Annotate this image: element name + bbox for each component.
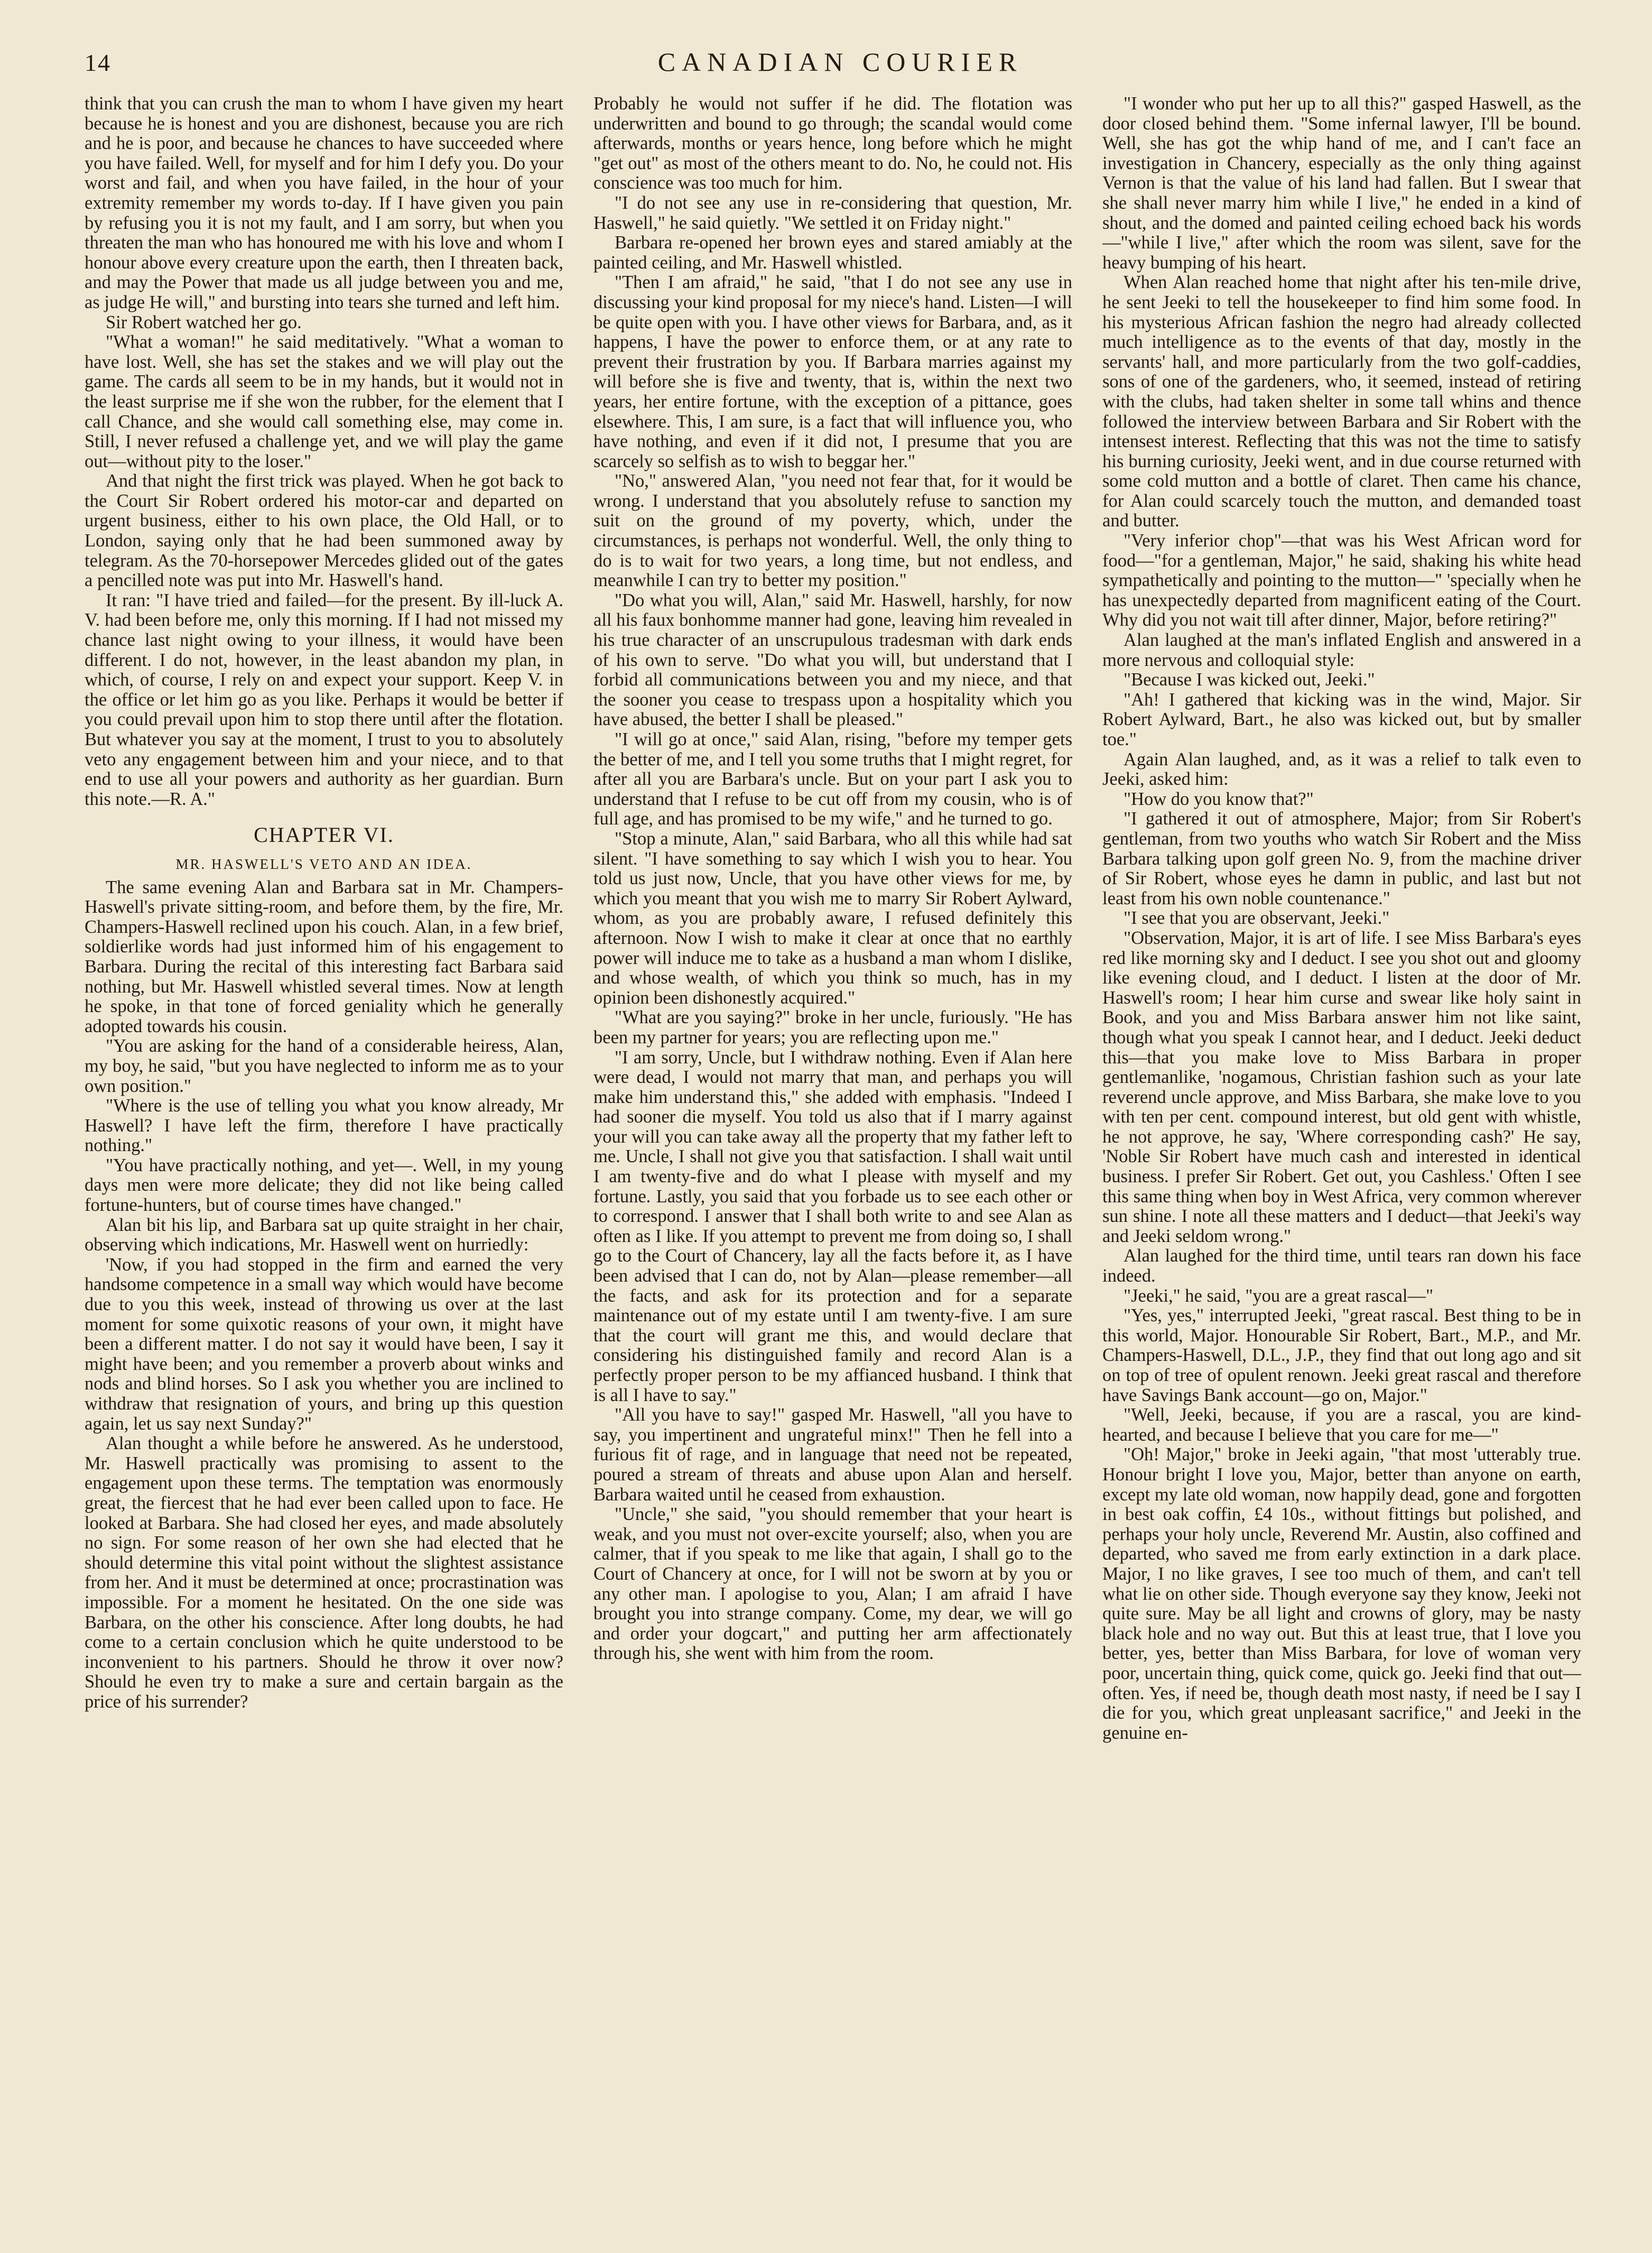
text-column-2: [593, 94, 1072, 2229]
paragraph: "Well, Jeeki, because, if you are a rascal, you are kind-hearted, and because I believe that you care for me—": [1102, 1405, 1581, 1445]
paragraph: Again Alan laughed, and, as it was a relief to talk even to Jeeki, asked him:: [1102, 749, 1581, 790]
paragraph: "I see that you are observant, Jeeki.": [1124, 908, 1390, 929]
paragraph: "I gathered it out of atmosphere, Major; from Sir Robert's gentleman, from two youths who watch Sir Robert and the Miss Barbara talking upon golf green No. 9, from the machine driver of Sir Robert, whose eyes he damn in public, and last but not least from his own noble countenance.": [1102, 809, 1581, 908]
paragraph: "What are you saying?" broke in her uncle, furiously. "He has been my partner for years; you are reflecting upon me.": [593, 1007, 1072, 1047]
paragraph: "Do what you will, Alan," said Mr. Haswell, harshly, for now all his faux bonhomme manner had gone, leaving him revealed in his true character of an unscrupulous tradesman with dark ends of his own to serve. "Do what you will, but understand that I forbid all communications between you and my niece, and that the sooner you cease to trespass upon a hospitality which you have abused, the better I shall be pleased.": [593, 590, 1072, 730]
paragraph: "Jeeki," he said, "you are a great rascal—": [1124, 1285, 1434, 1306]
paragraph: "You are asking for the hand of a considerable heiress, Alan, my boy, he said, "but you have neglected to inform me as to your own position.": [85, 1036, 563, 1096]
paragraph: Barbara re-opened her brown eyes and stared amiably at the painted ceiling, and Mr. Haswell whistled.: [593, 233, 1072, 273]
paragraph: "Very inferior chop"—that was his West African word for food—"for a gentleman, Major," he said, shaking his white head sympathetically and pointing to the mutton—" 'specially when he has unexpectedly departed from magnificent eating of the Court. Why did you not wait till after dinner, Major, before retiring?": [1102, 531, 1581, 631]
paragraph: "Because I was kicked out, Jeeki.": [1124, 670, 1375, 690]
paragraph: 'Now, if you had stopped in the firm and earned the very handsome competence in a small way which would have become due to you this week, instead of throwing us over at the last moment for some quixotic reasons of your own, it might have been a different matter. I do not say it would have been, I say it might have been; and you remember a proverb about winks and nods and blind horses. So I ask you whether you are inclined to withdraw that resignation of yours, and bring up this question again, let us say next Sunday?": [85, 1254, 563, 1434]
paragraph: "Oh! Major," broke in Jeeki again, "that most 'utterably true. Honour bright I love you, Major, better than anyone on earth, except my late old woman, now happily dead, gone and forgotten in best oak coffin, £4 10s., without fittings but polished, and perhaps your holy uncle, Reverend Mr. Austin, also coffined and departed, who saved me from early extinction in a dark place. Major, I no like graves, I see too much of them, and can't tell what lie on other side. Though everyone say they know, Jeeki not quite sure. May be all light and crowns of glory, may be nasty black hole and no way out. But this at least true, that I love you better, yes, better than Miss Barbara, for love of woman very poor, uncertain thing, quick come, quick go. Jeeki find that out—often. Yes, if need be, though death most nasty, if need be I say I die for you, which great unpleasant sacrifice," and Jeeki in the genuine en-: [1102, 1444, 1581, 1743]
paragraph: Alan bit his lip, and Barbara sat up quite straight in her chair, observing which indications, Mr. Haswell went on hurriedly:: [85, 1214, 563, 1255]
paragraph: It ran: "I have tried and failed—for the present. By ill-luck A. V. had been before me, only this morning. If I had not missed my chance last night owing to your illness, it would have been different. I do not, however, in the least abandon my plan, in which, of course, I rely on and expect your support. Keep V. in the office or let him go as you like. Perhaps it would be better if you could prevail upon him to stop there until after the flotation. But whatever you say at the moment, I trust to you to absolutely veto any engagement between him and your niece, and to that end to use all your powers and authority as her guardian. Burn this note.—R. A.": [85, 590, 563, 809]
paragraph: And that night the first trick was played. When he got back to the Court Sir Robert ordered his motor-car and departed on urgent business, either to his own place, the Old Hall, or to London, saying only that he had been summoned away by telegram. As the 70-horsepower Mercedes glided out of the gates a pencilled note was put into Mr. Haswell's hand.: [85, 471, 563, 591]
paragraph: "What a woman!" he said meditatively. "What a woman to have lost. Well, she has set the stakes and we will play out the game. The cards all seem to be in my hands, but it would not in the least surprise me if she won the rubber, for the element that I call Chance, and she would call something else, may come in. Still, I never refused a challenge yet, and we will play the game out—without pity to the loser.": [85, 332, 563, 471]
paragraph: Probably he would not suffer if he did. The flotation was underwritten and bound to go through; the scandal would come afterwards, months or years hence, long before which he might "get out" as most of the others meant to do. No, he could not. His conscience was too much for him.: [593, 94, 1072, 193]
paragraph: Alan thought a while before he answered. As he understood, Mr. Haswell practically was promising to assent to the engagement upon these terms. The temptation was enormously great, the fiercest that he had ever been called upon to face. He looked at Barbara. She had closed her eyes, and made absolutely no sign. For some reason of her own she had elected that he should determine this vital point without the slightest assistance from her. And it must be determined at once; procrastination was impossible. For a moment he hesitated. On the one side was Barbara, on the other his conscience. After long doubts, he had come to a certain conclusion which he quite understood to be inconvenient to his partners. Should he throw it over now? Should he even try to make a sure and certain bargain as the price of his surrender?: [85, 1433, 563, 1712]
paragraph: "You have practically nothing, and yet—. Well, in my young days men were more delicate; they did not like being called fortune-hunters, but of course times have changed.": [85, 1155, 563, 1216]
page-number: 14: [85, 49, 111, 76]
paragraph: "No," answered Alan, "you need not fear that, for it would be wrong. I understand that you absolutely refuse to sanction my suit on the ground of my poverty, which, under the circumstances, is perhaps not wonderful. Well, the only thing to do is to wait for two years, a long time, but not endless, and meanwhile I can try to better my position.": [593, 471, 1072, 591]
paragraph: The same evening Alan and Barbara sat in Mr. Champers-Haswell's private sitting-room, and before them, by the fire, Mr. Champers-Haswell reclined upon his couch. Alan, in a few brief, soldierlike words had just informed him of his engagement to Barbara. During the recital of this interesting fact Barbara said nothing, but Mr. Haswell whistled several times. Now at length he spoke, in that tone of forced geniality which he generally adopted towards his cousin.: [85, 877, 563, 1036]
paragraph: "Observation, Major, it is art of life. I see Miss Barbara's eyes red like morning sky and I deduct. I see you shot out and gloomy like evening cloud, and I deduct. I listen at the door of Mr. Haswell's room; I hear him curse and swear like holy saint in Book, and you and Miss Barbara answer him not like saint, though what you speak I cannot hear, and I deduct. Jeeki deduct this—that you make love to Miss Barbara in proper gentlemanlike, 'nogamous, Christian fashion such as your late reverend uncle approve, and Miss Barbara, she make love to you with ten per cent. compound interest, but old gent with whistle, he not approve, he say, 'Where corresponding cash?' He say, 'Noble Sir Robert have much cash and interested in identical business. I prefer Sir Robert. Get out, you Cashless.' Often I see this same thing when boy in West Africa, very common wherever sun shine. I note all these matters and I deduct—that Jeeki's way and Jeeki seldom wrong.": [1102, 928, 1581, 1246]
chapter-heading: CHAPTER VI.: [254, 823, 394, 847]
paragraph: think that you can crush the man to whom I have given my heart because he is honest and you are dishonest, because you are rich and he is poor, and because he chances to have succeeded where you have failed. Well, for myself and for him I defy you. Do your worst and fail, and when you have failed, in the hour of your extremity remember my words to-day. If I have given you pain by refusing you it is not my fault, and I am sorry, but when you threaten the man who has honoured me with his love and whom I honour above every creature upon the earth, then I threaten back, and may the Power that made us all judge between you and me, as judge He will," and bursting into tears she turned and left him.: [85, 94, 563, 312]
paragraph: Alan laughed for the third time, until tears ran down his face indeed.: [1102, 1246, 1581, 1286]
paragraph: "Then I am afraid," he said, "that I do not see any use in discussing your kind proposal for my niece's hand. Listen—I will be quite open with you. I have other views for Barbara, and, as it happens, I have the power to enforce them, or at any rate to prevent their frustration by you. If Barbara marries against my will before she is five and twenty, that is, within the next two years, her entire fortune, with the exception of a pittance, goes elsewhere. This, I am sure, is a fact that will influence you, who have nothing, and even if it did not, I presume that you are scarcely so selfish as to wish to beggar her.": [593, 272, 1072, 471]
paragraph: "Where is the use of telling you what you know already, Mr Haswell? I have left the firm, therefore I have practically nothing.": [85, 1096, 563, 1156]
paragraph: "Uncle," she said, "you should remember that your heart is weak, and you must not over-excite yourself; also, when you are calmer, that if you speak to me like that again, I shall go to the Court of Chancery at once, for I will not be sworn at by you or any other man. I apologise to you, Alan; I am afraid I have brought you into strange company. Come, my dear, we will go and order your dogcart," and putting her arm affectionately through his, she went with him from the room.: [593, 1504, 1072, 1664]
paragraph: "I will go at once," said Alan, rising, "before my temper gets the better of me, and I tell you some truths that I might regret, for after all you are Barbara's uncle. But on your part I ask you to understand that I refuse to be cut off from my cousin, who is of full age, and has promised to be my wife," and he turned to go.: [593, 729, 1072, 829]
paragraph: Sir Robert watched her go.: [106, 312, 302, 332]
text-column-3: [1102, 94, 1581, 2229]
text-column-1: [85, 94, 563, 2229]
paragraph: "Stop a minute, Alan," said Barbara, who all this while had sat silent. "I have something to say which I wish you to hear. You told us just now, Uncle, that you have other views for me, by which you meant that you wish me to marry Sir Robert Aylward, whom, as you are probably aware, I refused definitely this afternoon. Now I wish to make it clear at once that no earthly power will induce me to take as a husband a man whom I dislike, and whose wealth, of which you think so much, has in my opinion been dishonestly acquired.": [593, 828, 1072, 1008]
chapter-subheading: MR. HASWELL'S VETO AND AN IDEA.: [175, 856, 472, 872]
paragraph: "I wonder who put her up to all this?" gasped Haswell, as the door closed behind them. "Some infernal lawyer, I'll be bound. Well, she has got the whip hand of me, and I can't face an investigation in Chancery, especially as the only thing against Vernon is that the value of his land had fallen. But I swear that she shall never marry him while I live," he ended in a kind of shout, and the domed and painted ceiling echoed back his words—"while I live," after which the room was silent, save for the heavy bumping of his heart.: [1102, 94, 1581, 273]
page-header: [85, 44, 1596, 81]
paragraph: "How do you know that?": [1124, 789, 1314, 809]
paragraph: "I do not see any use in re-considering that question, Mr. Haswell," he said quietly. "We settled it on Friday night.": [593, 192, 1072, 233]
paragraph: "I am sorry, Uncle, but I withdraw nothing. Even if Alan here were dead, I would not marry that man, and perhaps you will make him understand this," she added with emphasis. "Indeed I had sooner die myself. You told us also that if I marry against your will you can take away all the property that my father left to me. Uncle, I shall not give you that satisfaction. I shall wait until I am twenty-five and do what I please with myself and my fortune. Lastly, you said that you forbade us to see each other or to correspond. I answer that I shall both write to and see Alan as often as I like. If you attempt to prevent me from doing so, I shall go to the Court of Chancery, lay all the facts before it, as I have been advised that I can do, not by Alan—please remember—all the facts, and ask for its protection and for a separate maintenance out of my estate until I am twenty-five. I am sure that the court will grant me this, and would declare that considering his distinguished family and record Alan is a perfectly proper person to be my affianced husband. I think that is all I have to say.": [593, 1047, 1072, 1405]
paragraph: When Alan reached home that night after his ten-mile drive, he sent Jeeki to tell the housekeeper to find him some food. In his mysterious African fashion the negro had already collected much intelligence as to the events of that day, mostly in the servants' hall, and more particularly from the two golf-caddies, sons of one of the gardeners, who, it seemed, instead of retiring with the clubs, had taken shelter in some tall whins and thence followed the interview between Barbara and Sir Robert with the intensest interest. Reflecting that this was not the time to satisfy his burning curiosity, Jeeki went, and in due course returned with some cold mutton and a bottle of claret. Then came his chance, for Alan could scarcely touch the mutton, and demanded toast and butter.: [1102, 272, 1581, 531]
running-title: CANADIAN COURIER: [657, 47, 1023, 77]
paragraph: Alan laughed at the man's inflated English and answered in a more nervous and colloquial style:: [1102, 630, 1581, 670]
paragraph: "Yes, yes," interrupted Jeeki, "great rascal. Best thing to be in this world, Major. Honourable Sir Robert, Bart., M.P., and Mr. Champers-Haswell, D.L., J.P., they find that out long ago and sit on top of tree of opulent renown. Jeeki great rascal and therefore have Savings Bank account—go on, Major.": [1102, 1305, 1581, 1405]
paragraph: "Ah! I gathered that kicking was in the wind, Major. Sir Robert Aylward, Bart., he also was kicked out, but by smaller toe.": [1102, 689, 1581, 749]
paragraph: "All you have to say!" gasped Mr. Haswell, "all you have to say, you impertinent and ungrateful minx!" Then he fell into a furious fit of rage, and in language that need not be repeated, poured a stream of threats and abuse upon Alan and herself. Barbara waited until he ceased from exhaustion.: [593, 1405, 1072, 1505]
